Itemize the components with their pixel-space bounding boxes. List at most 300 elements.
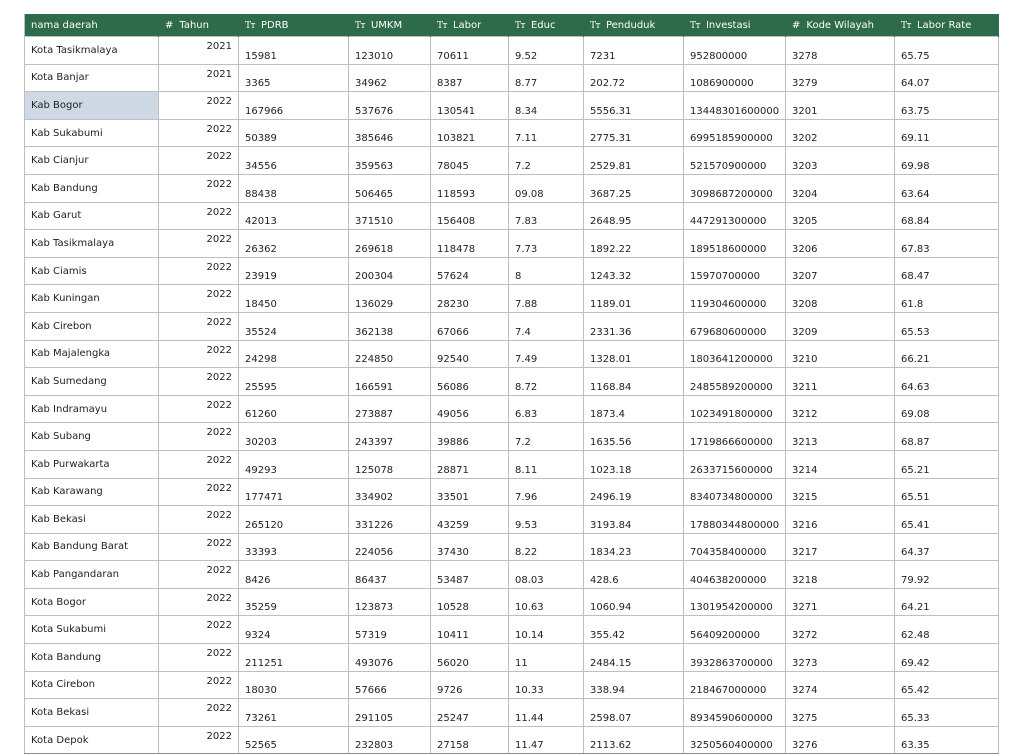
table-cell[interactable]: 679680600000 <box>684 312 786 340</box>
table-cell[interactable]: 243397 <box>349 423 431 451</box>
table-cell[interactable]: 8.77 <box>509 64 584 92</box>
table-cell[interactable]: 1301954200000 <box>684 588 786 616</box>
table-cell[interactable]: 7.11 <box>509 119 584 147</box>
table-cell[interactable]: 9726 <box>431 671 509 699</box>
table-cell[interactable]: 3205 <box>786 202 895 230</box>
table-cell[interactable]: 7.4 <box>509 312 584 340</box>
table-cell[interactable]: 8 <box>509 257 584 285</box>
table-row <box>25 285 999 313</box>
table-cell[interactable]: 3273 <box>786 644 895 672</box>
table-cell[interactable]: 9.52 <box>509 37 584 65</box>
table-row <box>25 257 999 285</box>
table-cell[interactable]: 3217 <box>786 533 895 561</box>
table-cell[interactable]: 2022 <box>159 506 239 534</box>
table-cell[interactable]: 57319 <box>349 616 431 644</box>
table-cell[interactable]: Kab Bandung Barat <box>25 533 159 561</box>
table-cell[interactable]: Kota Sukabumi <box>25 616 159 644</box>
table-cell[interactable]: 8426 <box>239 561 349 589</box>
column-header-label: Labor Rate <box>916 19 972 31</box>
table-row <box>25 340 999 368</box>
table-cell[interactable]: 92540 <box>431 340 509 368</box>
table-cell[interactable]: 8.34 <box>509 92 584 120</box>
table-cell[interactable]: 2022 <box>159 230 239 258</box>
column-header-label: Tahun <box>179 19 209 31</box>
text-type-icon: Tт <box>515 20 525 31</box>
table-cell[interactable]: 7.96 <box>509 478 584 506</box>
table-cell[interactable]: 34556 <box>239 147 349 175</box>
table-cell[interactable]: 66.21 <box>895 340 999 368</box>
table-cell[interactable]: Kab Kuningan <box>25 285 159 313</box>
table-cell[interactable]: 7.2 <box>509 147 584 175</box>
table-cell[interactable]: 08.03 <box>509 561 584 589</box>
table-cell[interactable]: 1719866600000 <box>684 423 786 451</box>
table-cell[interactable]: 2022 <box>159 395 239 423</box>
table-cell[interactable]: 56086 <box>431 368 509 396</box>
table-cell[interactable]: 447291300000 <box>684 202 786 230</box>
table-cell[interactable]: 7.83 <box>509 202 584 230</box>
table-cell[interactable]: 69.98 <box>895 147 999 175</box>
table-cell[interactable]: 69.42 <box>895 644 999 672</box>
table-cell[interactable]: Kab Cianjur <box>25 147 159 175</box>
table-cell[interactable]: Kab Tasikmalaya <box>25 230 159 258</box>
table-row <box>25 174 999 202</box>
table-cell[interactable]: 2022 <box>159 423 239 451</box>
table-cell[interactable]: 338.94 <box>584 671 684 699</box>
table-cell[interactable]: 2022 <box>159 671 239 699</box>
table-cell[interactable]: 3365 <box>239 64 349 92</box>
table-cell[interactable]: 2022 <box>159 174 239 202</box>
table-cell[interactable]: Kota Cirebon <box>25 671 159 699</box>
column-header-penduduk[interactable] <box>584 14 684 37</box>
table-cell[interactable]: 11.44 <box>509 699 584 727</box>
table-cell[interactable]: 2022 <box>159 699 239 727</box>
table-cell[interactable]: 2022 <box>159 450 239 478</box>
table-cell[interactable]: 1803641200000 <box>684 340 786 368</box>
table-row <box>25 423 999 451</box>
table-cell[interactable]: 537676 <box>349 92 431 120</box>
table-cell[interactable]: 3278 <box>786 37 895 65</box>
table-cell[interactable]: Kota Tasikmalaya <box>25 37 159 65</box>
table-cell[interactable]: Kab Majalengka <box>25 340 159 368</box>
table-cell[interactable]: 13448301600000 <box>684 92 786 120</box>
table-cell[interactable]: 49293 <box>239 450 349 478</box>
table-cell[interactable]: 67066 <box>431 312 509 340</box>
table-cell[interactable]: 136029 <box>349 285 431 313</box>
table-cell[interactable]: 2022 <box>159 588 239 616</box>
table-cell[interactable]: 53487 <box>431 561 509 589</box>
table-cell[interactable]: 2484.15 <box>584 644 684 672</box>
table-row <box>25 119 999 147</box>
table-cell[interactable]: 17880344800000 <box>684 506 786 534</box>
table-cell[interactable]: 25595 <box>239 368 349 396</box>
table-cell[interactable]: 73261 <box>239 699 349 727</box>
table-cell[interactable]: 3208 <box>786 285 895 313</box>
table-cell[interactable]: 355.42 <box>584 616 684 644</box>
table-cell[interactable]: 2529.81 <box>584 147 684 175</box>
table-cell[interactable]: 18450 <box>239 285 349 313</box>
table-cell[interactable]: 50389 <box>239 119 349 147</box>
table-cell[interactable]: 224056 <box>349 533 431 561</box>
table-cell[interactable]: 3207 <box>786 257 895 285</box>
table-cell[interactable]: 2648.95 <box>584 202 684 230</box>
table-cell[interactable]: 273887 <box>349 395 431 423</box>
table-cell[interactable]: Kota Depok <box>25 726 159 754</box>
table-cell[interactable]: 3271 <box>786 588 895 616</box>
table-cell[interactable]: 2485589200000 <box>684 368 786 396</box>
table-cell[interactable]: 1023.18 <box>584 450 684 478</box>
table-cell[interactable]: 3279 <box>786 64 895 92</box>
table-cell[interactable]: 3210 <box>786 340 895 368</box>
table-cell[interactable]: 202.72 <box>584 64 684 92</box>
table-cell[interactable]: 68.84 <box>895 202 999 230</box>
column-header-pdrb[interactable] <box>239 14 349 37</box>
table-cell[interactable]: 2022 <box>159 644 239 672</box>
table-cell[interactable]: 35259 <box>239 588 349 616</box>
table-cell[interactable]: 28871 <box>431 450 509 478</box>
table-cell[interactable]: 2022 <box>159 312 239 340</box>
table-row <box>25 450 999 478</box>
table-cell[interactable]: 130541 <box>431 92 509 120</box>
text-type-icon: Tт <box>690 20 700 31</box>
table-cell[interactable]: 65.51 <box>895 478 999 506</box>
table-cell[interactable]: 15981 <box>239 37 349 65</box>
table-cell[interactable]: Kab Sumedang <box>25 368 159 396</box>
table-cell[interactable]: 65.41 <box>895 506 999 534</box>
table-cell[interactable]: 64.63 <box>895 368 999 396</box>
table-cell[interactable]: 9.53 <box>509 506 584 534</box>
table-cell[interactable]: 331226 <box>349 506 431 534</box>
table-cell[interactable]: 2022 <box>159 616 239 644</box>
table-cell[interactable]: 18030 <box>239 671 349 699</box>
table-cell[interactable]: 52565 <box>239 726 349 754</box>
table-cell[interactable]: 2022 <box>159 285 239 313</box>
table-cell[interactable]: 291105 <box>349 699 431 727</box>
column-header-labor-rate[interactable] <box>895 14 999 37</box>
table-cell[interactable]: 57666 <box>349 671 431 699</box>
table-cell[interactable]: 1892.22 <box>584 230 684 258</box>
table-cell[interactable]: 49056 <box>431 395 509 423</box>
table-cell[interactable]: 218467000000 <box>684 671 786 699</box>
table-cell[interactable]: 8.72 <box>509 368 584 396</box>
table-row <box>25 147 999 175</box>
table-cell[interactable]: 1834.23 <box>584 533 684 561</box>
table-cell[interactable]: 23919 <box>239 257 349 285</box>
table-cell[interactable]: 63.35 <box>895 726 999 754</box>
table-cell[interactable]: 6.83 <box>509 395 584 423</box>
table-cell[interactable]: 118593 <box>431 174 509 202</box>
table-cell[interactable]: Kab Karawang <box>25 478 159 506</box>
table-cell[interactable]: 404638200000 <box>684 561 786 589</box>
table-cell[interactable]: 3213 <box>786 423 895 451</box>
table-cell[interactable]: 64.37 <box>895 533 999 561</box>
table-cell[interactable]: 167966 <box>239 92 349 120</box>
table-cell[interactable]: 15970700000 <box>684 257 786 285</box>
table-cell[interactable]: 33501 <box>431 478 509 506</box>
table-cell[interactable]: 65.33 <box>895 699 999 727</box>
table-cell[interactable]: 3211 <box>786 368 895 396</box>
table-cell[interactable]: 2331.36 <box>584 312 684 340</box>
table-cell[interactable]: 3201 <box>786 92 895 120</box>
table-cell[interactable]: 6995185900000 <box>684 119 786 147</box>
table-cell[interactable]: 265120 <box>239 506 349 534</box>
column-header-labor[interactable] <box>431 14 509 37</box>
table-cell[interactable]: 3206 <box>786 230 895 258</box>
table-cell[interactable]: 42013 <box>239 202 349 230</box>
table-cell[interactable]: 65.75 <box>895 37 999 65</box>
table-cell[interactable]: 1873.4 <box>584 395 684 423</box>
table-cell[interactable]: 3272 <box>786 616 895 644</box>
table-cell[interactable]: 30203 <box>239 423 349 451</box>
table-cell[interactable]: 1060.94 <box>584 588 684 616</box>
table-cell[interactable]: 3274 <box>786 671 895 699</box>
column-header-label: PDRB <box>260 19 289 31</box>
table-cell[interactable]: 67.83 <box>895 230 999 258</box>
table-cell[interactable]: 10.14 <box>509 616 584 644</box>
table-cell[interactable]: Kab Purwakarta <box>25 450 159 478</box>
column-header-label: UMKM <box>370 19 403 31</box>
table-cell[interactable]: 362138 <box>349 312 431 340</box>
table-cell[interactable]: 521570900000 <box>684 147 786 175</box>
table-cell[interactable]: 11.47 <box>509 726 584 754</box>
table-cell[interactable]: 2022 <box>159 257 239 285</box>
table-cell[interactable]: 9324 <box>239 616 349 644</box>
table-cell[interactable]: 3202 <box>786 119 895 147</box>
table-cell[interactable]: 61260 <box>239 395 349 423</box>
table-row <box>25 92 999 120</box>
table-cell[interactable]: 177471 <box>239 478 349 506</box>
table-cell[interactable]: 2022 <box>159 147 239 175</box>
table-cell[interactable]: 371510 <box>349 202 431 230</box>
table-cell[interactable]: 3193.84 <box>584 506 684 534</box>
table-cell[interactable]: 2022 <box>159 119 239 147</box>
table-cell[interactable]: 123873 <box>349 588 431 616</box>
table-cell[interactable]: 3209 <box>786 312 895 340</box>
table-cell[interactable]: 3276 <box>786 726 895 754</box>
table-cell[interactable]: 103821 <box>431 119 509 147</box>
table-cell[interactable]: 2775.31 <box>584 119 684 147</box>
table-cell[interactable]: 69.11 <box>895 119 999 147</box>
column-header-educ[interactable] <box>509 14 584 37</box>
table-cell[interactable]: 2022 <box>159 340 239 368</box>
table-cell[interactable]: 2021 <box>159 37 239 65</box>
table-cell[interactable]: 3204 <box>786 174 895 202</box>
table-cell[interactable]: 493076 <box>349 644 431 672</box>
table-cell[interactable]: 224850 <box>349 340 431 368</box>
table-cell[interactable]: 2633715600000 <box>684 450 786 478</box>
table-cell[interactable]: 166591 <box>349 368 431 396</box>
table-cell[interactable]: 8387 <box>431 64 509 92</box>
table-cell[interactable]: 3250560400000 <box>684 726 786 754</box>
table-cell[interactable]: 3203 <box>786 147 895 175</box>
table-cell[interactable]: 385646 <box>349 119 431 147</box>
table-cell[interactable]: 3098687200000 <box>684 174 786 202</box>
table-cell[interactable]: 39886 <box>431 423 509 451</box>
table-row <box>25 202 999 230</box>
table-cell[interactable]: 24298 <box>239 340 349 368</box>
table-cell[interactable]: 2022 <box>159 92 239 120</box>
table-cell[interactable]: 232803 <box>349 726 431 754</box>
table-cell[interactable]: 27158 <box>431 726 509 754</box>
table-cell[interactable]: Kab Cirebon <box>25 312 159 340</box>
column-header-nama-daerah[interactable] <box>25 14 159 37</box>
table-cell[interactable]: 68.47 <box>895 257 999 285</box>
table-cell[interactable]: 2496.19 <box>584 478 684 506</box>
table-cell[interactable]: 2022 <box>159 726 239 754</box>
table-cell[interactable]: 86437 <box>349 561 431 589</box>
table-cell[interactable]: 2021 <box>159 64 239 92</box>
table-cell[interactable]: 65.21 <box>895 450 999 478</box>
data-table <box>24 14 999 754</box>
table-cell[interactable]: 8934590600000 <box>684 699 786 727</box>
table-cell[interactable]: Kab Bekasi <box>25 506 159 534</box>
table-cell[interactable]: 8340734800000 <box>684 478 786 506</box>
table-row <box>25 699 999 727</box>
table-row <box>25 230 999 258</box>
table-cell[interactable]: Kota Bandung <box>25 644 159 672</box>
table-cell[interactable]: 25247 <box>431 699 509 727</box>
table-cell[interactable]: 11 <box>509 644 584 672</box>
table-cell[interactable]: 3687.25 <box>584 174 684 202</box>
table-cell[interactable]: 1635.56 <box>584 423 684 451</box>
table-cell[interactable]: 37430 <box>431 533 509 561</box>
table-cell[interactable]: Kab Subang <box>25 423 159 451</box>
table-cell[interactable]: 56020 <box>431 644 509 672</box>
table-cell[interactable]: 359563 <box>349 147 431 175</box>
table-cell[interactable]: 8.22 <box>509 533 584 561</box>
table-cell[interactable]: 63.64 <box>895 174 999 202</box>
table-cell[interactable]: 2022 <box>159 202 239 230</box>
table-cell[interactable]: 68.87 <box>895 423 999 451</box>
text-type-icon: Tт <box>437 20 447 31</box>
table-cell[interactable]: 506465 <box>349 174 431 202</box>
table-cell[interactable]: 1023491800000 <box>684 395 786 423</box>
table-cell[interactable]: 1328.01 <box>584 340 684 368</box>
table-cell[interactable]: 7231 <box>584 37 684 65</box>
table-cell[interactable]: Kota Banjar <box>25 64 159 92</box>
table-cell[interactable]: 2022 <box>159 478 239 506</box>
table-cell[interactable]: Kab Pangandaran <box>25 561 159 589</box>
number-type-icon: # <box>165 19 174 31</box>
table-cell[interactable]: 64.07 <box>895 64 999 92</box>
table-cell[interactable]: 3212 <box>786 395 895 423</box>
column-header-tahun[interactable] <box>159 14 239 37</box>
table-cell[interactable]: 61.8 <box>895 285 999 313</box>
table-cell[interactable]: 123010 <box>349 37 431 65</box>
table-cell[interactable]: Kab Bogor <box>25 92 159 120</box>
table-cell[interactable]: 10528 <box>431 588 509 616</box>
table-cell[interactable]: 1189.01 <box>584 285 684 313</box>
table-cell[interactable]: 118478 <box>431 230 509 258</box>
table-cell[interactable]: Kota Bekasi <box>25 699 159 727</box>
table-cell[interactable]: 65.42 <box>895 671 999 699</box>
table-cell[interactable]: Kab Ciamis <box>25 257 159 285</box>
table-cell[interactable]: 34962 <box>349 64 431 92</box>
table-cell[interactable]: 1086900000 <box>684 64 786 92</box>
text-type-icon: Tт <box>355 20 365 31</box>
table-row <box>25 312 999 340</box>
table-cell[interactable]: 57624 <box>431 257 509 285</box>
table-cell[interactable]: 63.75 <box>895 92 999 120</box>
table-cell[interactable]: 1168.84 <box>584 368 684 396</box>
table-cell[interactable]: 125078 <box>349 450 431 478</box>
table-cell[interactable]: 2598.07 <box>584 699 684 727</box>
table-cell[interactable]: 8.11 <box>509 450 584 478</box>
table-row <box>25 533 999 561</box>
table-cell[interactable]: 88438 <box>239 174 349 202</box>
table-cell[interactable]: 428.6 <box>584 561 684 589</box>
column-header-label: Penduduk <box>605 19 656 31</box>
table-cell[interactable]: 3215 <box>786 478 895 506</box>
table-cell[interactable]: 70611 <box>431 37 509 65</box>
table-cell[interactable]: 3275 <box>786 699 895 727</box>
table-cell[interactable]: 5556.31 <box>584 92 684 120</box>
table-cell[interactable]: 7.2 <box>509 423 584 451</box>
table-cell[interactable]: Kab Garut <box>25 202 159 230</box>
column-header-umkm[interactable] <box>349 14 431 37</box>
table-cell[interactable]: 43259 <box>431 506 509 534</box>
table-cell[interactable]: 156408 <box>431 202 509 230</box>
table-row <box>25 37 999 65</box>
table-cell[interactable]: 1243.32 <box>584 257 684 285</box>
table-row <box>25 368 999 396</box>
table-cell[interactable]: 211251 <box>239 644 349 672</box>
table-cell[interactable]: Kab Bandung <box>25 174 159 202</box>
table-cell[interactable]: 7.88 <box>509 285 584 313</box>
column-header-label: Kode Wilayah <box>806 19 874 31</box>
table-cell[interactable]: 79.92 <box>895 561 999 589</box>
table-cell[interactable]: 69.08 <box>895 395 999 423</box>
table-cell[interactable]: 3214 <box>786 450 895 478</box>
table-cell[interactable]: 119304600000 <box>684 285 786 313</box>
table-cell[interactable]: 26362 <box>239 230 349 258</box>
table-cell[interactable]: 09.08 <box>509 174 584 202</box>
table-cell[interactable]: 2022 <box>159 368 239 396</box>
table-cell[interactable]: 10.63 <box>509 588 584 616</box>
table-cell[interactable]: Kota Bogor <box>25 588 159 616</box>
table-cell[interactable]: 35524 <box>239 312 349 340</box>
data-table-container <box>24 14 998 754</box>
table-cell[interactable]: 2022 <box>159 533 239 561</box>
table-cell[interactable]: 952800000 <box>684 37 786 65</box>
table-cell[interactable]: 28230 <box>431 285 509 313</box>
table-cell[interactable]: 2022 <box>159 561 239 589</box>
table-cell[interactable]: 33393 <box>239 533 349 561</box>
table-cell[interactable]: 64.21 <box>895 588 999 616</box>
table-cell[interactable]: 334902 <box>349 478 431 506</box>
table-cell[interactable]: 189518600000 <box>684 230 786 258</box>
table-cell[interactable]: 78045 <box>431 147 509 175</box>
column-header-kode-wilayah[interactable] <box>786 14 895 37</box>
table-cell[interactable]: 7.73 <box>509 230 584 258</box>
table-cell[interactable]: 10411 <box>431 616 509 644</box>
table-cell[interactable]: 704358400000 <box>684 533 786 561</box>
table-cell[interactable]: 65.53 <box>895 312 999 340</box>
table-cell[interactable]: 269618 <box>349 230 431 258</box>
table-cell[interactable]: 200304 <box>349 257 431 285</box>
table-cell[interactable]: 2113.62 <box>584 726 684 754</box>
table-cell[interactable]: 3216 <box>786 506 895 534</box>
table-cell[interactable]: 56409200000 <box>684 616 786 644</box>
table-cell[interactable]: 3932863700000 <box>684 644 786 672</box>
table-cell[interactable]: 3218 <box>786 561 895 589</box>
table-cell[interactable]: 10.33 <box>509 671 584 699</box>
table-cell[interactable]: Kab Indramayu <box>25 395 159 423</box>
table-cell[interactable]: 62.48 <box>895 616 999 644</box>
table-row <box>25 506 999 534</box>
table-cell[interactable]: 7.49 <box>509 340 584 368</box>
column-header-investasi[interactable] <box>684 14 786 37</box>
table-cell[interactable]: Kab Sukabumi <box>25 119 159 147</box>
